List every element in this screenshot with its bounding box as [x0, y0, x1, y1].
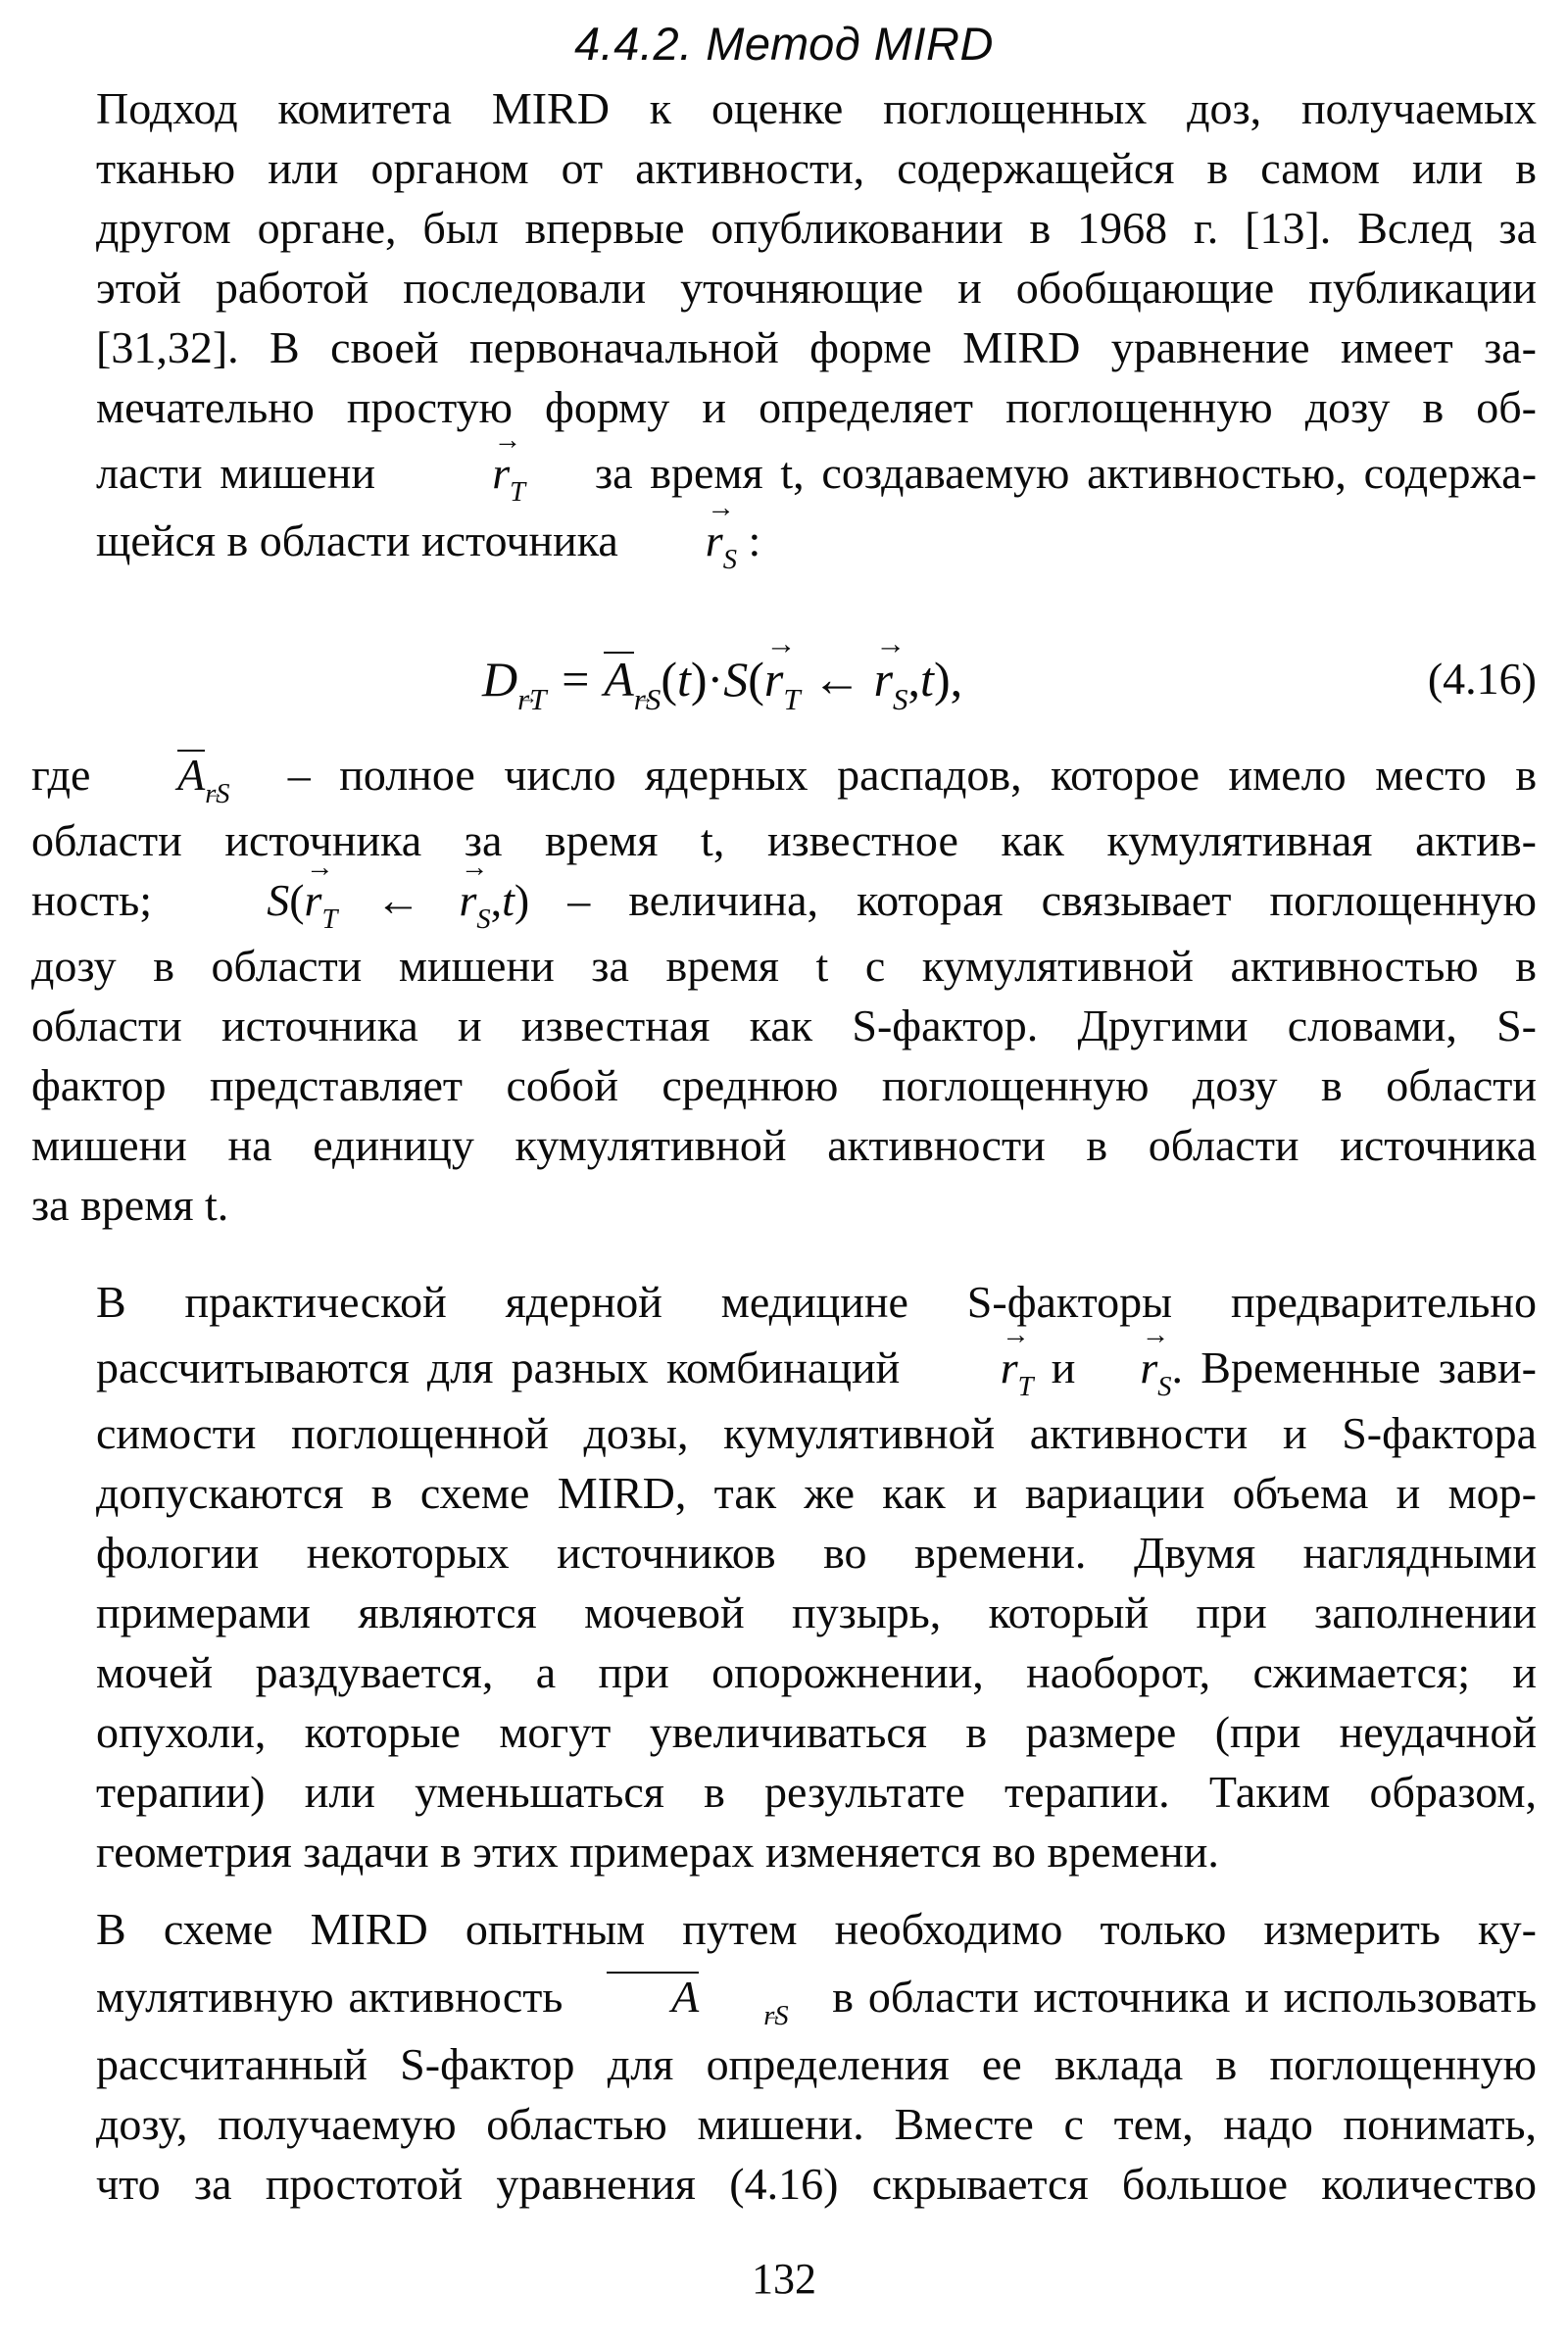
- p3-line-2: [31, 1338, 1537, 1402]
- p2-line-8: за время t.: [31, 1180, 229, 1230]
- p3-line-8: опухоли, которые могут увеличиваться в размере (при неудачной: [96, 1707, 1537, 1757]
- p4-line-2a: мулятивную активность: [96, 1972, 564, 2022]
- p1-line-2: тканью или органом от активности, содержащейся в самом или в: [96, 143, 1537, 193]
- p3-line-10: геометрия задачи в этих примерах изменяется во времени.: [96, 1827, 1219, 1877]
- paragraph-3: [31, 1272, 1537, 1881]
- p3-line-2b: и: [1051, 1342, 1076, 1392]
- p2-line-1: [31, 745, 1538, 809]
- cumulative-activity-symbol-2: A $_{rS}$: [577, 1972, 817, 2022]
- p3-line-2c: . Временные зави-: [1171, 1342, 1537, 1392]
- p1-line-1: Подход комитета MIRD к оценке поглощенных доз, получаемых: [96, 83, 1537, 133]
- s-factor-symbol: $S(\to r_T$ ← → $r_S,t$): [190, 875, 529, 925]
- equation-formula: $D_{rT} = A_{rS}(t)\cdot S(\to r_T$ ← → $r_S,t$),: [482, 645, 962, 713]
- p2-line-2: области источника за время t, известное как кумулятивная актив-: [31, 815, 1537, 865]
- equation-4-16: [31, 645, 1537, 716]
- p2-line-4: дозу в области мишени за время t с кумулятивной активностью в: [31, 941, 1537, 991]
- p1-line-8b: :: [748, 515, 761, 565]
- p1-line-7: [31, 443, 1538, 508]
- p3-line-7: мочей раздувается, а при опорожнении, наоборот, сжимается; и: [96, 1647, 1537, 1697]
- p1-line-8a: щейся в области источника: [96, 515, 618, 565]
- target-vector-symbol: → $r_T$: [393, 448, 577, 498]
- p3-line-2a: рассчитываются для разных комбинаций: [96, 1342, 901, 1392]
- p2-line-5: области источника и известная как S-фактор. Другими словами, S-: [31, 1000, 1537, 1050]
- p4-line-5: что за простотой уравнения (4.16) скрывается большое количество: [96, 2159, 1537, 2209]
- paragraph-4: [31, 1899, 1537, 2214]
- p1-line-4: этой работой последовали уточняющие и обобщающие публикации: [96, 263, 1537, 313]
- cumulative-activity-symbol: $A_{rS}$: [177, 750, 230, 809]
- p2-line-1b: – полное число ядерных распадов, которое имело место в: [287, 750, 1538, 800]
- p1-line-3: другом органе, был впервые опубликовании в 1968 г. [13]. Вслед за: [96, 203, 1537, 253]
- p1-line-8: [31, 511, 1537, 575]
- paragraph-1: [31, 78, 1538, 575]
- p2-line-6: фактор представляет собой среднюю поглощенную дозу в области: [31, 1060, 1537, 1110]
- p2-line-3b: – величина, которая связывает поглощенную: [567, 875, 1538, 925]
- p2-line-3a: ность;: [31, 875, 153, 925]
- p3-line-5: фологии некоторых источников во времени. Двумя наглядными: [96, 1528, 1537, 1578]
- p3-line-9: терапии) или уменьшаться в результате терапии. Таким образом,: [96, 1767, 1537, 1817]
- p4-line-4: дозу, получаемую областью мишени. Вместе с тем, надо понимать,: [96, 2099, 1537, 2149]
- page-number: 132: [752, 2255, 816, 2303]
- p1-line-5: [31,32]. В своей первоначальной форме MIRD уравнение имеет за-: [96, 322, 1537, 372]
- p1-line-7a: ласти мишени: [96, 448, 376, 498]
- source-vector-symbol: → $r_S$: [629, 515, 748, 565]
- p2-line-1a: где: [31, 750, 91, 800]
- p4-line-2: [31, 1967, 1538, 2031]
- p3-line-6: примерами являются мочевой пузырь, который при заполнении: [96, 1587, 1537, 1637]
- p3-line-1: В практической ядерной медицине S-факторы предварительно: [96, 1277, 1537, 1327]
- section-heading: 4.4.2. Метод MIRD: [574, 18, 994, 70]
- p1-line-7b: за время t, создаваемую активностью, содержа-: [594, 448, 1538, 498]
- p3-line-3: симости поглощенной дозы, кумулятивной активности и S-фактора: [96, 1408, 1537, 1458]
- p4-line-1: В схеме MIRD опытным путем необходимо только измерить ку-: [96, 1904, 1537, 1954]
- p3-line-4: допускаются в схеме MIRD, так же как и вариации объема и мор-: [96, 1468, 1537, 1518]
- p4-line-3: рассчитанный S-фактор для определения ее вклада в поглощенную: [96, 2039, 1537, 2089]
- target-vector-symbol-2: → $r_T$: [917, 1342, 1033, 1392]
- p1-line-6: мечательно простую форму и определяет поглощенную дозу в об-: [96, 382, 1537, 432]
- paragraph-2: [31, 745, 1537, 1235]
- source-vector-symbol-2: → $r_S$: [1075, 1342, 1171, 1392]
- equation-number: (4.16): [1427, 654, 1537, 704]
- p2-line-7: мишени на единицу кумулятивной активности в области источника: [31, 1120, 1537, 1170]
- p2-line-3: [31, 870, 1538, 935]
- p4-line-2b: в области источника и использовать: [832, 1972, 1538, 2022]
